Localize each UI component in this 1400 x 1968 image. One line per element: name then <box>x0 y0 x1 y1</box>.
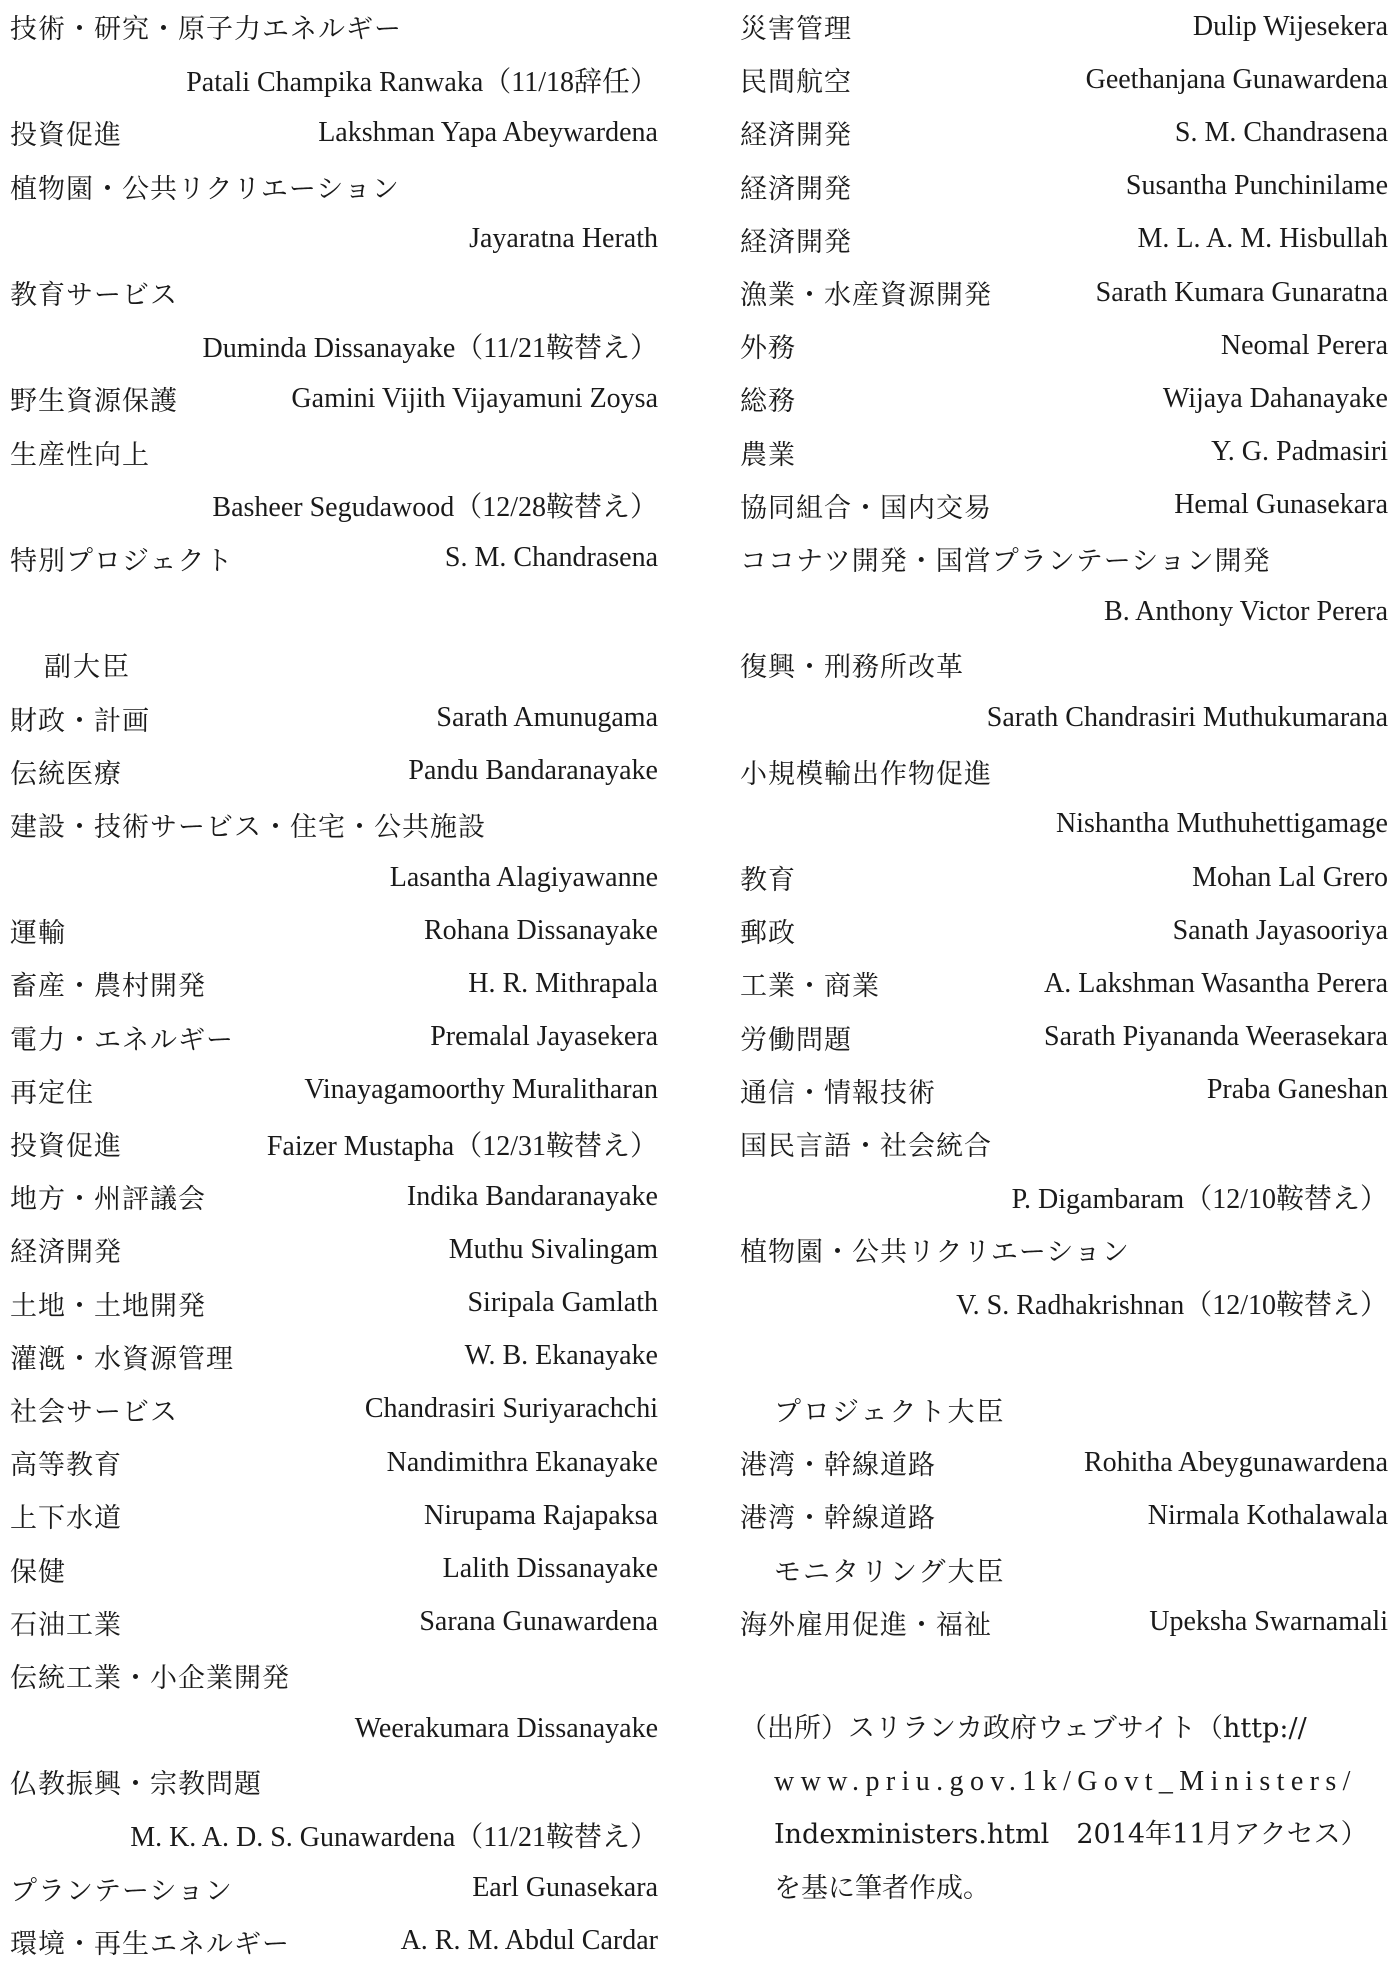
ministry-label: 小規模輸出作物促進 <box>740 758 992 790</box>
minister-name: Duminda Dissanayake（11/21鞍替え） <box>202 332 658 364</box>
minister-row <box>740 691 1388 744</box>
ministry-label: 総務 <box>740 386 796 418</box>
minister-row <box>740 319 1388 372</box>
minister-row <box>740 1223 1388 1276</box>
minister-row <box>10 1330 658 1383</box>
ministry-label: 電力・エネルギー <box>10 1024 234 1056</box>
minister-name: Basheer Segudawood（12/28鞍替え） <box>212 492 658 524</box>
minister-name: A. R. M. Abdul Cardar <box>400 1925 658 1957</box>
minister-row <box>10 745 658 798</box>
minister-name: Hemal Gunasekara <box>1174 489 1388 521</box>
minister-name: Gamini Vijith Vijayamuni Zoysa <box>291 382 658 414</box>
minister-name: Rohana Dissanayake <box>423 914 658 946</box>
minister-name: Nirupama Rajapaksa <box>423 1499 658 1531</box>
minister-name: Lasantha Alagiyawanne <box>389 861 658 893</box>
minister-name: Rohitha Abeygunawardena <box>1083 1446 1388 1478</box>
minister-row <box>10 319 658 372</box>
minister-row <box>10 1649 658 1702</box>
minister-name: Sarath Kumara Gunaratna <box>1095 276 1388 308</box>
minister-row <box>10 1064 658 1117</box>
ministry-label: 灌漑・水資源管理 <box>10 1343 234 1375</box>
ministry-label: 投資促進 <box>10 120 122 152</box>
minister-name: Dulip Wijesekera <box>1192 10 1388 42</box>
minister-row <box>10 957 658 1010</box>
minister-row <box>10 53 658 106</box>
minister-row <box>10 0 658 53</box>
ministry-label: 教育 <box>740 865 796 897</box>
ministry-label: 再定住 <box>10 1077 94 1109</box>
minister-row <box>740 106 1388 159</box>
minister-name: Lalith Dissanayake <box>442 1553 658 1585</box>
minister-row <box>740 1489 1388 1542</box>
blank-row <box>10 585 658 638</box>
minister-row <box>740 585 1388 638</box>
ministry-label: 仏教振興・宗教問題 <box>10 1769 262 1801</box>
minister-name: Upeksha Swarnamali <box>1149 1606 1388 1638</box>
minister-row <box>740 1011 1388 1064</box>
minister-name: Siripala Gamlath <box>467 1287 658 1319</box>
minister-row <box>10 532 658 585</box>
minister-name: Wijaya Dahanayake <box>1162 382 1388 414</box>
ministry-label: 環境・再生エネルギー <box>10 1928 290 1960</box>
section-heading: 副大臣 <box>44 652 131 684</box>
minister-row <box>740 745 1388 798</box>
minister-row <box>740 160 1388 213</box>
minister-row <box>740 1170 1388 1223</box>
section-heading: モニタリング大臣 <box>774 1556 1006 1588</box>
minister-row <box>740 1277 1388 1330</box>
minister-row <box>10 1542 658 1595</box>
minister-name: W. B. Ekanayake <box>464 1340 658 1372</box>
minister-row <box>10 1489 658 1542</box>
ministry-label: 労働問題 <box>740 1024 852 1056</box>
minister-name: V. S. Radhakrishnan（12/10鞍替え） <box>956 1290 1388 1322</box>
minister-row <box>740 532 1388 585</box>
minister-row <box>10 1011 658 1064</box>
minister-row <box>740 638 1388 691</box>
ministry-label: 工業・商業 <box>740 971 880 1003</box>
minister-row <box>740 0 1388 53</box>
ministry-label: 民間航空 <box>740 67 852 99</box>
ministry-label: 教育サービス <box>10 280 178 312</box>
ministry-label: 復興・刑務所改革 <box>740 652 964 684</box>
ministry-label: 特別プロジェクト <box>10 545 234 577</box>
ministry-label: 海外雇用促進・福祉 <box>740 1609 992 1641</box>
ministry-label: 経済開発 <box>740 173 852 205</box>
minister-name: Lakshman Yapa Abeywardena <box>318 116 658 148</box>
ministry-label: 財政・計画 <box>10 705 150 737</box>
minister-row <box>10 1117 658 1170</box>
minister-row <box>740 1436 1388 1489</box>
minister-row <box>10 691 658 744</box>
source-line-1: （出所）スリランカ政府ウェブサイト（http:// <box>740 1713 1307 1744</box>
minister-name: Faizer Mustapha（12/31鞍替え） <box>266 1130 658 1162</box>
ministry-label: 建設・技術サービス・住宅・公共施設 <box>10 811 486 843</box>
minister-row <box>10 1277 658 1330</box>
ministry-label: 社会サービス <box>10 1396 178 1428</box>
minister-name: Earl Gunasekara <box>472 1872 658 1904</box>
minister-row <box>740 1064 1388 1117</box>
ministry-label: 伝統工業・小企業開発 <box>10 1662 290 1694</box>
minister-row <box>740 1117 1388 1170</box>
minister-row <box>10 1170 658 1223</box>
ministry-label: 野生資源保護 <box>10 386 178 418</box>
minister-row <box>10 1383 658 1436</box>
ministry-label: 畜産・農村開発 <box>10 971 206 1003</box>
minister-row <box>10 266 658 319</box>
ministry-label: 農業 <box>740 439 796 471</box>
minister-row <box>10 1702 658 1755</box>
minister-name: M. K. A. D. S. Gunawardena（11/21鞍替え） <box>130 1821 658 1853</box>
minister-name: Sarath Piyananda Weerasekara <box>1044 1021 1388 1053</box>
minister-row <box>10 1915 658 1968</box>
minister-name: Sanath Jayasooriya <box>1172 914 1388 946</box>
source-line-4: を基に筆者作成。 <box>774 1872 990 1904</box>
minister-name: S. M. Chandrasena <box>1174 116 1388 148</box>
ministry-label: 国民言語・社会統合 <box>740 1131 992 1163</box>
minister-row <box>740 372 1388 425</box>
minister-row <box>10 426 658 479</box>
ministry-label: 生産性向上 <box>10 439 150 471</box>
minister-name: Vinayagamoorthy Muralitharan <box>304 1074 658 1106</box>
ministry-label: 経済開発 <box>10 1237 122 1269</box>
blank-row <box>740 1649 1388 1702</box>
ministry-label: 植物園・公共リクリエーション <box>740 1237 1130 1269</box>
minister-row <box>10 798 658 851</box>
minister-name: P. Digambaram（12/10鞍替え） <box>1011 1183 1388 1215</box>
minister-name: M. L. A. M. Hisbullah <box>1137 223 1388 255</box>
ministry-label: 土地・土地開発 <box>10 1290 206 1322</box>
ministry-label: 保健 <box>10 1556 66 1588</box>
minister-name: Chandrasiri Suriyarachchi <box>364 1393 658 1425</box>
minister-name: Nirmala Kothalawala <box>1147 1499 1388 1531</box>
minister-row <box>10 1436 658 1489</box>
minister-name: Jayaratna Herath <box>469 223 658 255</box>
ministry-label: 技術・研究・原子力エネルギー <box>10 14 402 46</box>
minister-row <box>740 851 1388 904</box>
minister-row <box>740 426 1388 479</box>
ministry-label: 経済開発 <box>740 226 852 258</box>
minister-name: Sarana Gunawardena <box>419 1606 658 1638</box>
minister-row <box>740 266 1388 319</box>
ministry-label: 協同組合・国内交易 <box>740 492 992 524</box>
minister-row <box>10 1862 658 1915</box>
minister-row <box>10 106 658 159</box>
minister-name: Geethanjana Gunawardena <box>1085 63 1388 95</box>
ministry-label: プランテーション <box>10 1875 233 1907</box>
blank-row <box>740 1330 1388 1383</box>
minister-row <box>10 213 658 266</box>
minister-name: Mohan Lal Grero <box>1192 861 1388 893</box>
ministry-label: 植物園・公共リクリエーション <box>10 173 400 205</box>
minister-name: Praba Ganeshan <box>1206 1074 1388 1106</box>
minister-name: Y. G. Padmasiri <box>1211 436 1388 468</box>
minister-name: A. Lakshman Wasantha Perera <box>1044 967 1388 999</box>
minister-name: B. Anthony Victor Perera <box>1104 595 1388 627</box>
ministry-label: 通信・情報技術 <box>740 1077 936 1109</box>
minister-name: Premalal Jayasekera <box>430 1021 658 1053</box>
minister-name: Pandu Bandaranayake <box>408 755 658 787</box>
ministry-label: 高等教育 <box>10 1450 122 1482</box>
right-column <box>740 0 1388 1915</box>
ministry-label: 郵政 <box>740 918 796 950</box>
minister-name: Sarath Amunugama <box>436 702 658 734</box>
minister-row <box>10 1808 658 1861</box>
ministry-label: 経済開発 <box>740 120 852 152</box>
minister-name: Patali Champika Ranwaka（11/18辞任） <box>186 66 658 98</box>
source-line-2: www.priu.gov.1k/Govt_Ministers/ <box>774 1766 1357 1798</box>
right-rows <box>740 0 1388 1702</box>
ministry-label: 港湾・幹線道路 <box>740 1450 936 1482</box>
ministry-label: 投資促進 <box>10 1131 122 1163</box>
minister-row <box>10 372 658 425</box>
ministry-label: ココナツ開発・国営プランテーション開発 <box>740 545 1271 577</box>
minister-row <box>10 160 658 213</box>
minister-name: Susantha Punchinilame <box>1125 170 1388 202</box>
minister-name: Indika Bandaranayake <box>406 1180 658 1212</box>
source-line-3: Indexministers.html 2014年11月アクセス） <box>774 1819 1368 1851</box>
minister-name: H. R. Mithrapala <box>468 967 658 999</box>
minister-row <box>740 1596 1388 1649</box>
minister-row <box>740 479 1388 532</box>
ministry-label: 石油工業 <box>10 1609 122 1641</box>
minister-name: S. M. Chandrasena <box>444 542 658 574</box>
minister-name: Neomal Perera <box>1220 329 1388 361</box>
minister-row <box>740 904 1388 957</box>
minister-row <box>10 479 658 532</box>
ministry-label: 地方・州評議会 <box>10 1184 206 1216</box>
minister-name: Sarath Chandrasiri Muthukumarana <box>986 702 1388 734</box>
source-note <box>740 1702 1388 1915</box>
minister-row <box>10 1223 658 1276</box>
ministry-label: 漁業・水産資源開発 <box>740 280 992 312</box>
minister-name: Muthu Sivalingam <box>448 1233 658 1265</box>
minister-row <box>740 798 1388 851</box>
ministry-label: 運輸 <box>10 918 66 950</box>
minister-row <box>10 851 658 904</box>
left-column <box>10 0 658 1968</box>
ministry-label: 上下水道 <box>10 1503 122 1535</box>
section-heading: プロジェクト大臣 <box>774 1396 1006 1428</box>
minister-row <box>10 904 658 957</box>
ministry-label: 港湾・幹線道路 <box>740 1503 936 1535</box>
ministry-label: 外務 <box>740 333 796 365</box>
minister-row <box>740 53 1388 106</box>
ministry-label: 災害管理 <box>740 14 852 46</box>
minister-row <box>10 1755 658 1808</box>
minister-name: Weerakumara Dissanayake <box>354 1712 658 1744</box>
minister-name: Nishantha Muthuhettigamage <box>1055 808 1388 840</box>
minister-name: Nandimithra Ekanayake <box>386 1446 658 1478</box>
minister-row <box>10 1596 658 1649</box>
ministry-label: 伝統医療 <box>10 758 122 790</box>
minister-row <box>740 957 1388 1010</box>
minister-row <box>740 213 1388 266</box>
